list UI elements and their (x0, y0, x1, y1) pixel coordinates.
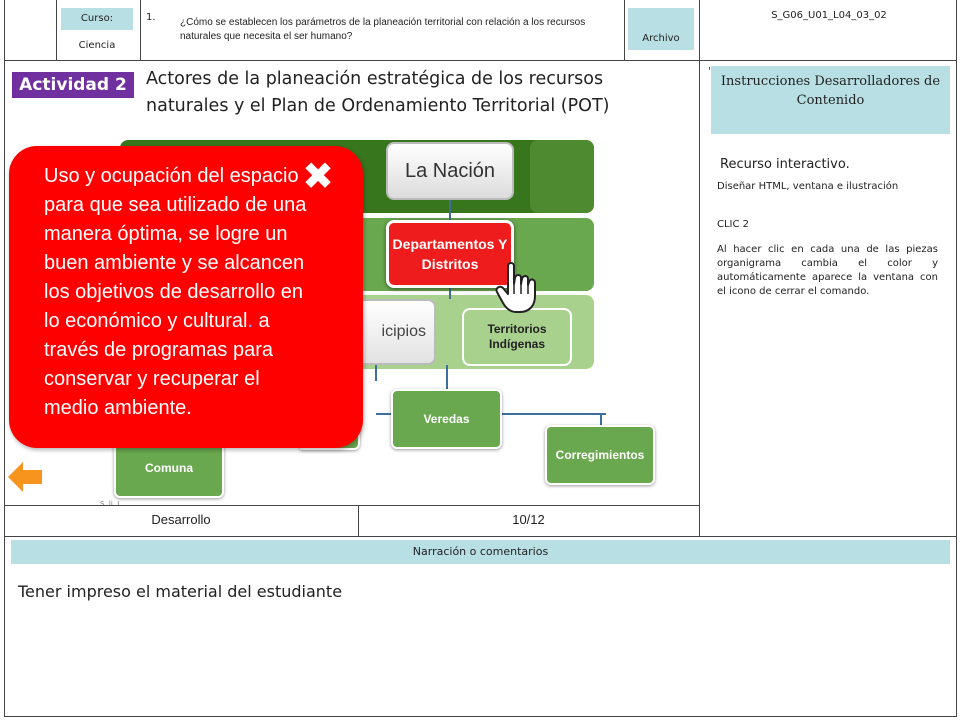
instruction-p3: Al hacer clic en cada una de las piezas organigrama cambia el color y automáticamente aparece la ventana con el icono de cerrar el comando. (717, 244, 938, 297)
activity-title: Actores de la planeación estratégica de los recursos naturales y el Plan de Ordenamiento Territorial (POT) (146, 69, 610, 116)
close-icon[interactable]: ✖ (302, 154, 334, 198)
narration-text: Tener impreso el material del estudiante (18, 582, 343, 601)
stage-label: Desarrollo (151, 512, 211, 527)
tick-mark: ' (708, 66, 711, 77)
narration-label: Narración o comentarios (11, 540, 950, 564)
instruction-p2: CLIC 2 (717, 219, 750, 230)
hand-pointer-icon (494, 262, 540, 314)
popup-text-end: a través de programas para conservar y recuperar el medio ambiente. (44, 310, 274, 419)
course-label: Curso: (61, 8, 133, 30)
back-arrow-icon[interactable] (6, 458, 44, 496)
instructions-title: Instrucciones Desarrolladores de Contenido (711, 66, 950, 134)
org-node-indigenous[interactable] (462, 308, 572, 366)
question-text: ¿Cómo se establecen los parámetros de la planeación territorial con relación a los recursos naturales que necesita el ser humano? (180, 17, 586, 42)
popup-text-main: Uso y ocupación del espacio para que sea utilizado de una manera óptima, se logre un buen ambiente y se alcancen los objetivos de desarrollo en lo económico y cultural (44, 165, 307, 332)
org-node-nation-label: La Nación (404, 159, 496, 182)
activity-badge: Actividad 2 (12, 72, 134, 98)
resource-label: Recurso interactivo. (720, 157, 850, 172)
popup-text-dot: . (247, 310, 253, 332)
archive-label: Archivo (642, 33, 680, 44)
org-node-nation[interactable] (386, 142, 514, 200)
org-node-departments-label: Departamentos Y Distritos (392, 236, 508, 272)
org-node-corregimientos[interactable] (545, 425, 655, 485)
page-counter: 10/12 (512, 512, 545, 527)
org-node-indigenous-label: Territorios Indígenas (487, 322, 547, 351)
org-node-veredas-label: Veredas (423, 412, 470, 426)
org-node-veredas[interactable] (391, 389, 502, 449)
document-code: S_G06_U01_L04_03_02 (771, 10, 887, 21)
question-number: 1. (146, 12, 156, 23)
org-node-corregimientos-label: Corregimientos (555, 448, 645, 462)
instruction-p1: Diseñar HTML, ventana e ilustración (717, 181, 899, 192)
org-node-municipalities-label: icipios (381, 323, 426, 340)
subject: Ciencia (78, 40, 116, 51)
org-cut-text: S. li. I. (100, 500, 122, 505)
popup-text (44, 162, 314, 423)
org-band-end-accent (530, 140, 594, 213)
org-node-comuna-label: Comuna (145, 461, 193, 475)
archive-button[interactable] (628, 8, 694, 50)
